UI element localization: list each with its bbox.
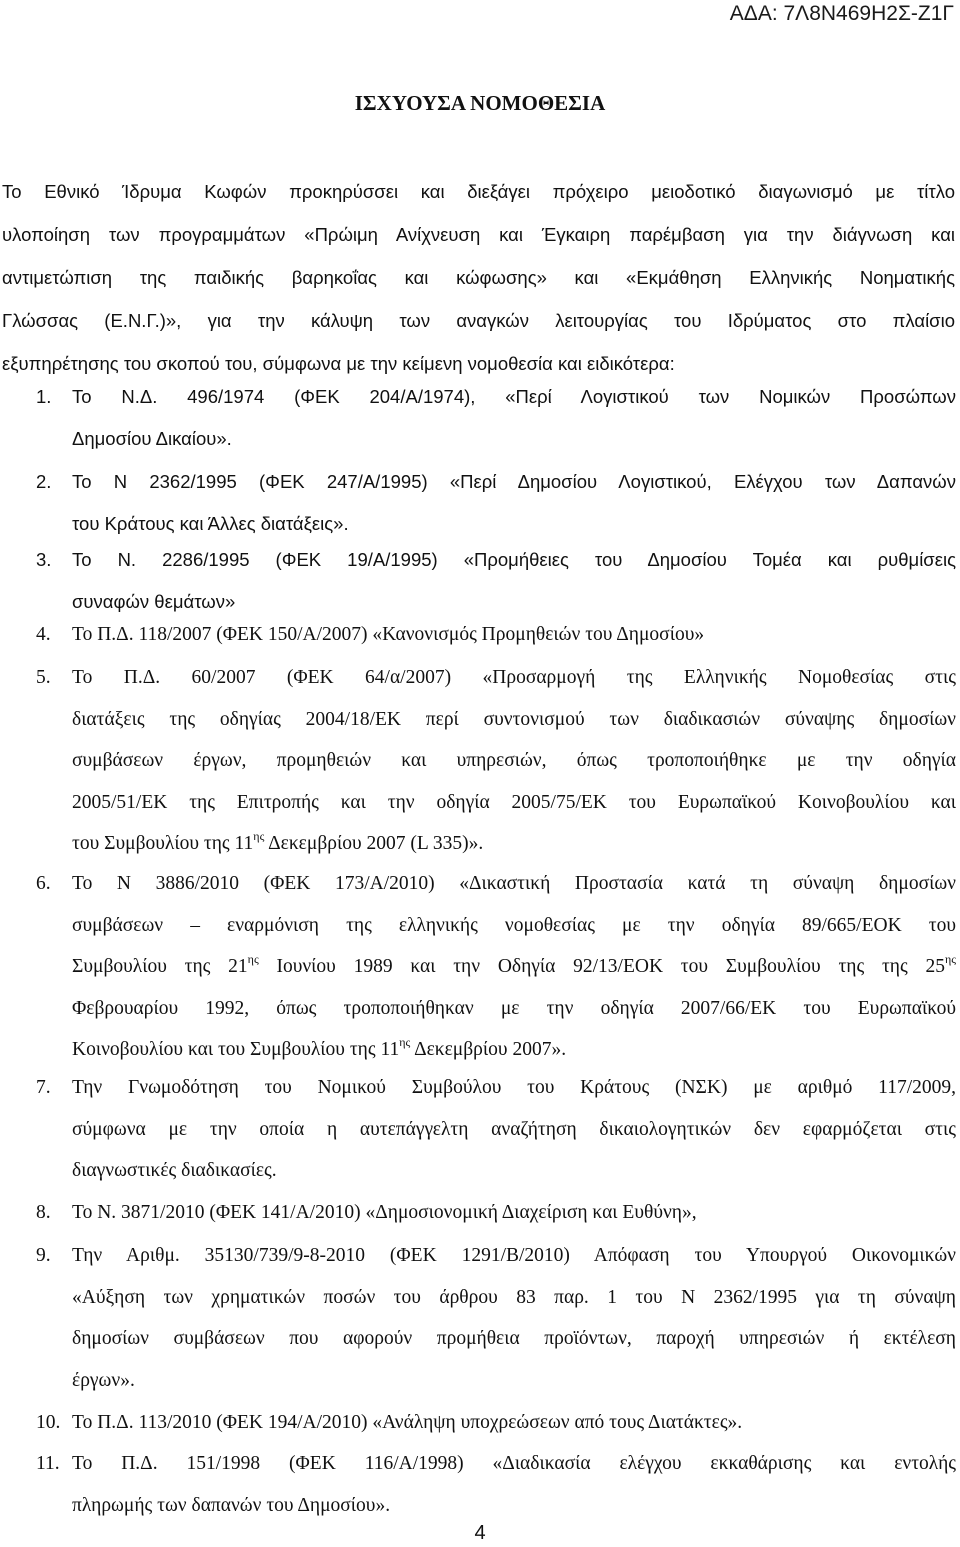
list-item-3 (36, 539, 956, 622)
text-run: Δεκεμβρίου 2007 (L 335)». (264, 833, 484, 854)
list-item-2 (36, 461, 956, 544)
ordinal-suffix: ης (399, 1035, 411, 1049)
list-item-7 (36, 1067, 956, 1192)
list-item-number: 2. (36, 471, 52, 492)
intro-line: εξυπηρέτησης του σκοπού του, σύμφωνα με την κείμενη νομοθεσία και ειδικότερα: (2, 353, 675, 374)
list-item-number: 10. (36, 1412, 61, 1433)
list-item-line (72, 1029, 956, 1071)
ordinal-suffix: ης (247, 952, 259, 966)
ada-code: ΑΔΑ: 7Λ8Ν469Η2Σ-Ζ1Γ (729, 2, 954, 25)
text-run: του Συμβουλίου της 11 (72, 833, 254, 854)
list-item-line: συμβάσεων έργων, προμηθειών και υπηρεσιών, όπως τροποποιήθηκε με την οδηγία (72, 750, 956, 771)
text-run: Δεκεμβρίου 2007». (410, 1039, 567, 1060)
page-title: ΙΣΧΥΟΥΣΑ ΝΟΜΟΘΕΣΙΑ (354, 91, 606, 115)
list-item-line: Το Ν.Δ. 496/1974 (ΦΕΚ 204/Α/1974), «Περί Λογιστικού των Νομικών Προσώπων (72, 386, 956, 407)
text-run: Συμβουλίου της 21 (72, 956, 248, 977)
intro-paragraph (2, 170, 955, 385)
list-item-line: Το Ν 3886/2010 (ΦΕΚ 173/Α/2010) «Δικαστική Προστασία κατά τη σύναψη δημοσίων (72, 873, 956, 894)
list-item-line: Το Π.Δ. 60/2007 (ΦΕΚ 64/α/2007) «Προσαρμογή της Ελληνικής Νομοθεσίας στις (72, 667, 956, 688)
list-item-line: διαγνωστικές διαδικασίες. (72, 1160, 277, 1181)
list-item-line: «Αύξηση των χρηματικών ποσών του άρθρου 83 παρ. 1 του Ν 2362/1995 για τη σύναψη (72, 1286, 956, 1308)
intro-line: Το Εθνικό Ίδρυμα Κωφών προκηρύσσει και διεξάγει πρόχειρο μειοδοτικό διαγωνισμό με τίτλο (2, 181, 955, 202)
page-number: 4 (474, 1522, 486, 1544)
ordinal-suffix: ης (944, 952, 957, 966)
ordinal-suffix: ης (253, 829, 265, 843)
list-item-5 (36, 657, 956, 865)
list-item-line: Το Ν 2362/1995 (ΦΕΚ 247/Α/1995) «Περί Δημοσίου Λογιστικού, Ελέγχου των Δαπανών (72, 471, 956, 492)
list-item-line: συμβάσεων – εναρμόνιση της ελληνικής νομοθεσίας με την οδηγία 89/665/ΕΟΚ του (72, 914, 956, 936)
list-item-number: 6. (36, 873, 51, 894)
list-item-4 (36, 614, 956, 656)
list-item-number: 3. (36, 549, 52, 570)
intro-line: υλοποίηση των προγραμμάτων «Πρώιμη Ανίχνευση και Έγκαιρη παρέμβαση για την διάγνωση και (2, 224, 955, 245)
list-item-8 (36, 1192, 956, 1234)
list-item-line (72, 946, 956, 988)
list-item-line: δημοσίων συμβάσεων που αφορούν προμήθεια προϊόντων, παροχή υπηρεσιών ή εκτέλεση (72, 1328, 956, 1349)
list-item-line: συναφών θεμάτων» (72, 590, 236, 612)
list-item-9 (36, 1235, 956, 1401)
list-item-line: 2005/51/ΕΚ της Επιτροπής και την οδηγία 2005/75/ΕΚ του Ευρωπαϊκού Κοινοβουλίου και (72, 791, 956, 813)
text-run: Κοινοβουλίου και του Συμβουλίου της 11 (72, 1039, 400, 1060)
text-run: Ιουνίου 1989 και την Οδηγία 92/13/ΕΟΚ του Συμβουλίου της της 25 (258, 956, 945, 977)
list-item-line: σύμφωνα με την οποία η αυτεπάγγελτη αναζήτηση δικαιολογητικών δεν εφαρμόζεται στις (72, 1118, 956, 1140)
list-item-11 (36, 1443, 956, 1526)
list-item-number: 5. (36, 667, 51, 688)
list-item-line: έργων». (72, 1369, 135, 1391)
list-item-line: Φεβρουαρίου 1992, όπως τροποποιήθηκαν με την οδηγία 2007/66/ΕΚ του Ευρωπαϊκού (72, 997, 956, 1019)
list-item-6 (36, 863, 956, 1071)
list-item-number: 1. (36, 386, 52, 407)
intro-line: αντιμετώπιση της παιδικής βαρηκοΐας και κώφωσης» και «Εκμάθηση Ελληνικής Νοηματικής (2, 267, 955, 288)
list-item-1 (36, 376, 956, 459)
list-item-line: πληρωμής των δαπανών του Δημοσίου». (72, 1494, 391, 1516)
list-item-line: διατάξεις της οδηγίας 2004/18/ΕΚ περί συντονισμού των διαδικασιών σύναψης δημοσίων (72, 708, 956, 730)
list-item-line (72, 823, 956, 865)
list-item-line: Το Π.Δ. 151/1998 (ΦΕΚ 116/Α/1998) «Διαδικασία ελέγχου εκκαθάρισης και εντολής (72, 1453, 956, 1474)
list-item-line: του Κράτους και Άλλες διατάξεις». (72, 512, 349, 534)
list-item-line: Την Αριθμ. 35130/739/9-8-2010 (ΦΕΚ 1291/Β/2010) Απόφαση του Υπουργού Οικονομικών (72, 1245, 956, 1266)
list-item-line: Δημοσίου Δικαίου». (72, 427, 232, 449)
list-item-number: 11. (36, 1453, 60, 1474)
list-item-number: 7. (36, 1077, 51, 1098)
intro-line: Γλώσσας (Ε.Ν.Γ.)», για την κάλυψη των αναγκών λειτουργίας του Ιδρύματος στο πλαίσιο (2, 310, 955, 331)
list-item-line: Το Π.Δ. 118/2007 (ΦΕΚ 150/Α/2007) «Κανονισμός Προμηθειών του Δημοσίου» (72, 624, 705, 645)
list-item-number: 4. (36, 624, 51, 645)
list-item-number: 9. (36, 1245, 51, 1266)
list-item-line: Την Γνωμοδότηση του Νομικού Συμβούλου του Κράτους (ΝΣΚ) με αριθμό 117/2009, (72, 1077, 956, 1098)
list-item-line: Το Ν. 3871/2010 (ΦΕΚ 141/Α/2010) «Δημοσιονομική Διαχείριση και Ευθύνη», (72, 1202, 697, 1223)
list-item-10 (36, 1402, 956, 1444)
list-item-number: 8. (36, 1202, 51, 1223)
list-item-line: Το Π.Δ. 113/2010 (ΦΕΚ 194/Α/2010) «Ανάληψη υποχρεώσεων από τους Διατάκτες». (72, 1412, 743, 1433)
list-item-line: Το Ν. 2286/1995 (ΦΕΚ 19/Α/1995) «Προμήθειες του Δημοσίου Τομέα και ρυθμίσεις (72, 549, 956, 570)
